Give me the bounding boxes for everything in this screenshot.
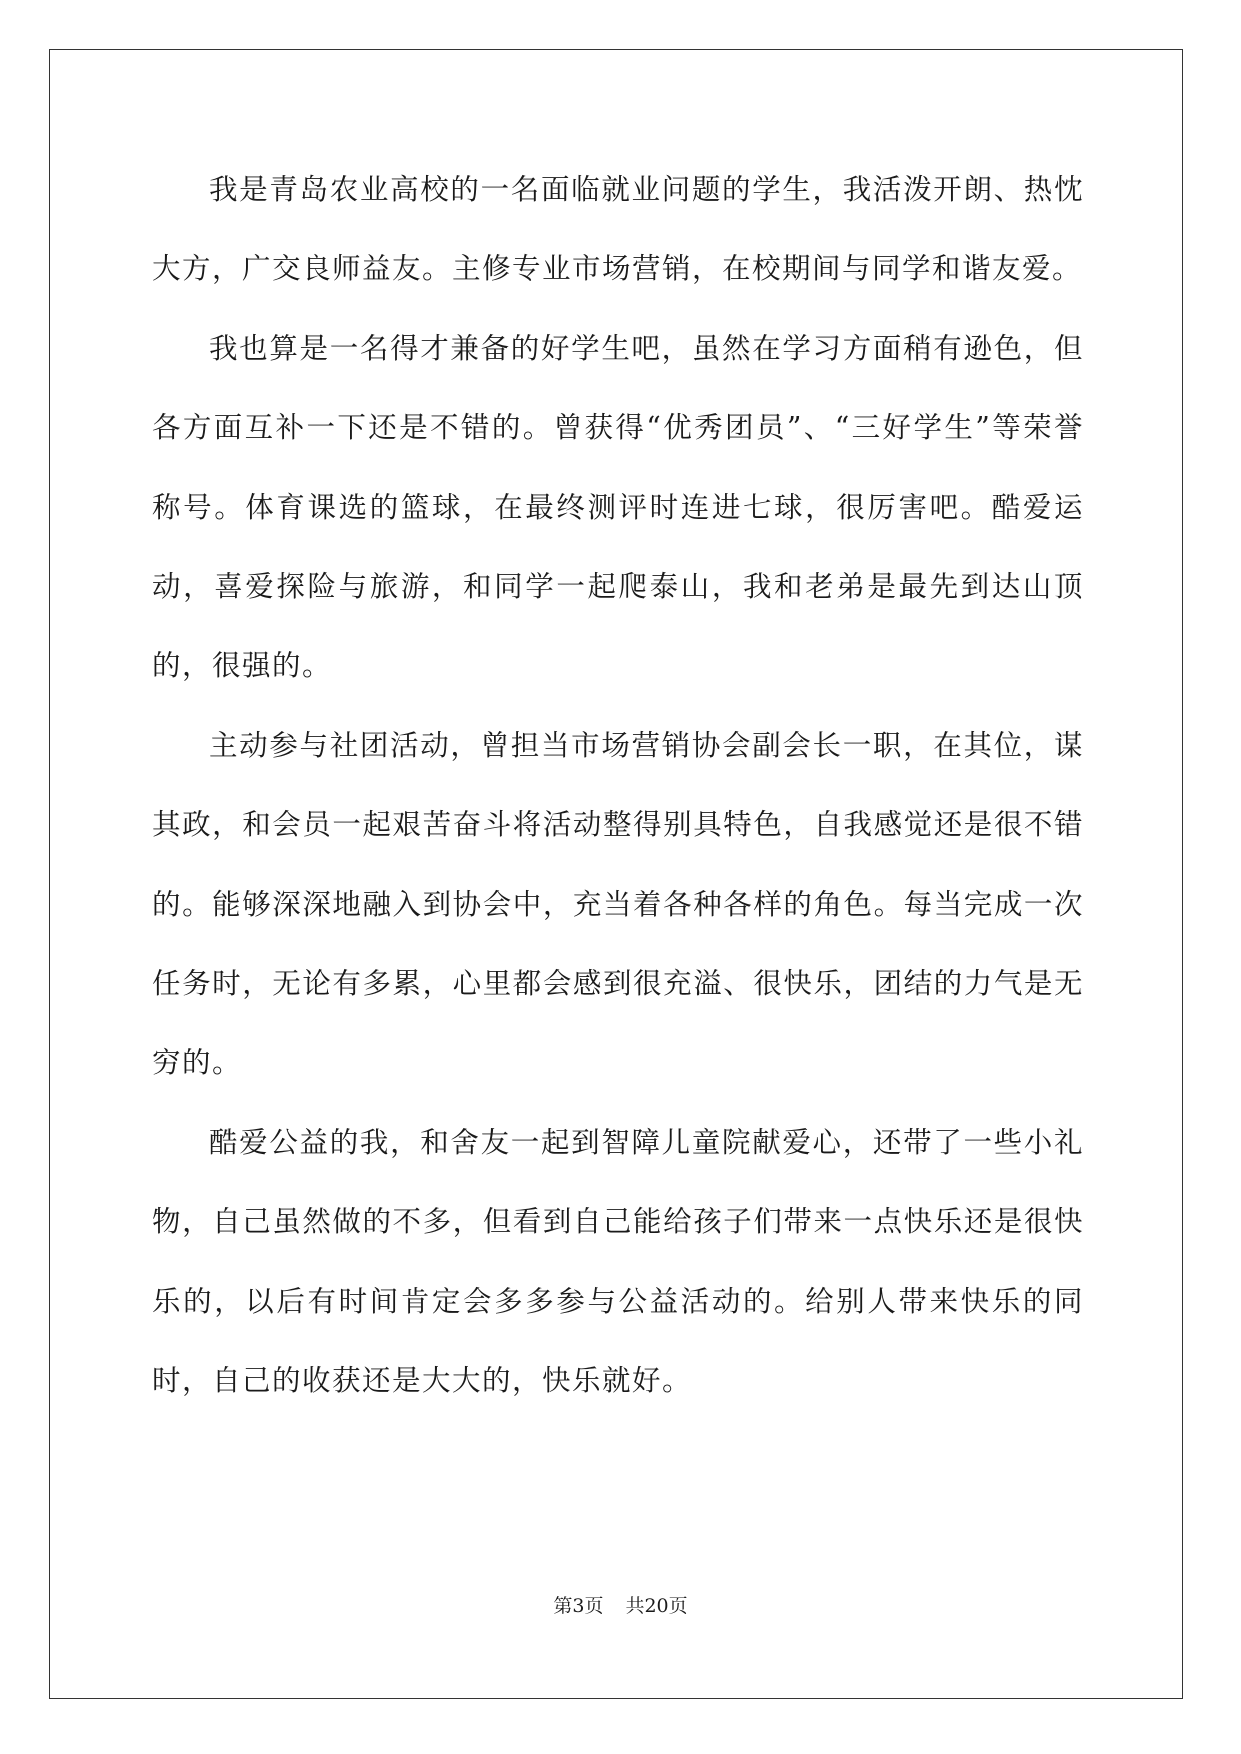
paragraph: 我是青岛农业高校的一名面临就业问题的学生，我活泼开朗、热忱大方，广交良师益友。主修专业市场营销，在校期间与同学和谐友爱。 xyxy=(152,173,1084,286)
paragraph: 酷爱公益的我，和舍友一起到智障儿童院献爱心，还带了一些小礼物，自己虽然做的不多，但看到自己能给孩子们带来一点快乐还是很快乐的，以后有时间肯定会多多参与公益活动的。给别人带来快乐的同时，自己的收获还是大大的，快乐就好。 xyxy=(152,1125,1084,1398)
document-body xyxy=(152,150,1084,1421)
page-footer xyxy=(0,1594,1241,1618)
paragraph: 主动参与社团活动，曾担当市场营销协会副会长一职，在其位，谋其政，和会员一起艰苦奋斗将活动整得别具特色，自我感觉还是很不错的。能够深深地融入到协会中，充当着各种各样的角色。每当完成一次任务时，无论有多累，心里都会感到很充溢、很快乐，团结的力气是无穷的。 xyxy=(152,728,1084,1080)
page-number: 第3页 xyxy=(553,1595,604,1617)
page-total: 共20页 xyxy=(625,1595,688,1617)
paragraph: 我也算是一名得才兼备的好学生吧，虽然在学习方面稍有逊色，但各方面互补一下还是不错的。曾获得“优秀团员”、“三好学生”等荣誉称号。体育课选的篮球，在最终测评时连进七球，很厉害吧。酷爱运动，喜爱探险与旅游，和同学一起爬泰山，我和老弟是最先到达山顶的，很强的。 xyxy=(152,331,1084,683)
